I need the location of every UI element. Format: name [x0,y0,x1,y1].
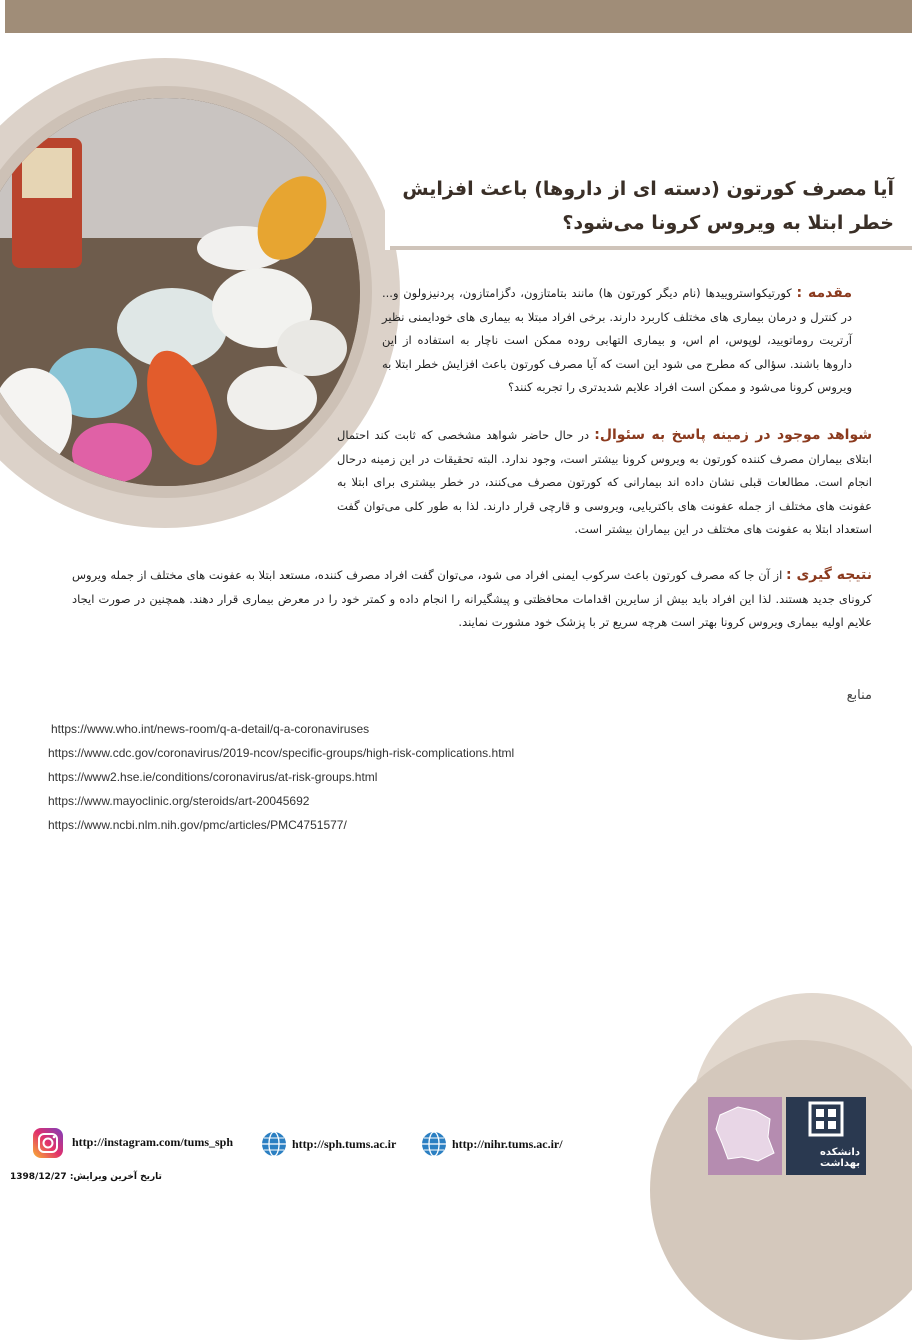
intro-heading: مقدمه : [796,285,852,301]
globe-icon [420,1130,448,1162]
title-underline [390,246,912,250]
decorative-circle [650,1040,912,1340]
evidence-text: در حال حاضر شواهد مشخصی که ثابت کند احتمال ابتلای بیماران مصرف کننده کورتون به ویروس کرونا بیشتر است، وجود ندارد. البته تحقیقات در این زمینه درحال انجام است. مطالعات قبلی نشان داده اند بیمارانی که کورتون مصرف می‌کنند، در خطر بیشتری برای ابتلا به عفونت های مختلف از جمله عفونت های باکتریایی، ویروسی و قارچی قرار دارند. لذا به طور کلی می‌توان گفت استعداد ابتلا به عفونت های مختلف در این بیماران بیشتر است. [337,428,872,536]
reference-link[interactable]: https://www.ncbi.nlm.nih.gov/pmc/articles/PMC4751577/ [48,818,347,832]
evidence-paragraph [337,424,872,542]
evidence-heading: شواهد موجود در زمینه پاسخ به سئوال: [594,427,873,443]
university-logo [786,1097,866,1175]
last-edit-date [10,1172,162,1182]
intro-text: کورتیکواستروییدها (نام دیگر کورتون ها) مانند بتامتازون، دگزامتازون، پردنیزولون و... در کنترل و درمان بیماری های مختلف کاربرد دارند. برخی افراد مبتلا به بیماری های خودایمنی نظیر آرتریت روماتویید، لوپوس، ام اس، و بیماری التهابی روده ممکن است ناچار به استفاده از این داروها باشند. سؤالی که مطرح می شود این است که آیا مصرف کورتون باعث افزایش خطر ابتلا به ویروس کرونا می‌شود و ممکن است افراد علایم شدیدتری را تجربه کنند؟ [382,286,852,394]
reference-link[interactable]: https://www.who.int/news-room/q-a-detail/q-a-coronaviruses [51,722,370,736]
references-list [48,722,514,842]
sph-link[interactable]: http://sph.tums.ac.ir [292,1137,397,1151]
conclusion-paragraph [72,564,872,635]
sources-heading: منابع [846,688,872,703]
instagram-link[interactable]: http://instagram.com/tums_sph [72,1135,234,1149]
date-value: 1398/12/27 [10,1172,67,1182]
conclusion-heading: نتیجه گیری : [785,567,872,583]
reference-link[interactable]: https://www.cdc.gov/coronavirus/2019-ncov/specific-groups/high-risk-complications.html [48,746,515,760]
top-band [5,0,912,33]
nihr-link[interactable]: http://nihr.tums.ac.ir/ [452,1137,563,1151]
iran-map-logo [708,1097,782,1175]
page-title: آیا مصرف کورتون (دسته ای از داروها) باعث افزایش خطر ابتلا به ویروس کرونا می‌شود؟ [402,178,894,234]
globe-icon [260,1130,288,1162]
logo-text: دانشکده بهداشت [820,1147,860,1169]
instagram-icon[interactable] [32,1127,64,1163]
intro-paragraph [382,282,852,400]
date-label: تاریخ آخرین ویرایش: [69,1172,162,1182]
reference-link[interactable]: https://www2.hse.ie/conditions/coronavirus/at-risk-groups.html [48,770,378,784]
conclusion-text: از آن جا که مصرف کورتون باعث سرکوب ایمنی افراد می شود، می‌توان گفت افراد مصرف کننده، مستعد ابتلا به عفونت های مختلف از جمله ویروس کرونای جدید هستند. لذا این افراد باید بیش از سایرین اقدامات محافظتی و پیشگیرانه را انجام داده و کمتر خود را در معرض بیماری قرار دهند. همچنین در صورت ایجاد علایم اولیه بیماری ویروس کرونا بهتر است هرچه سریع تر با پزشک خود مشورت نمایند. [72,568,872,629]
reference-link[interactable]: https://www.mayoclinic.org/steroids/art-20045692 [48,794,310,808]
